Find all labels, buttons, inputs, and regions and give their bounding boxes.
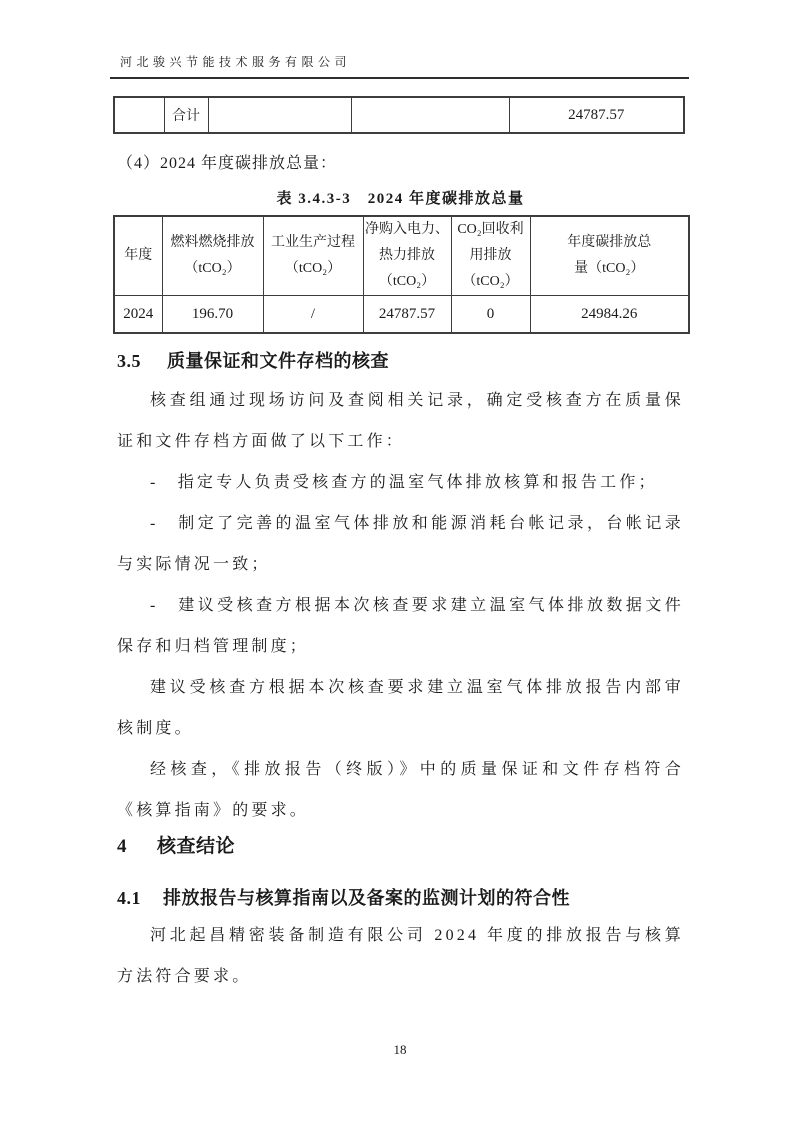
col-header-fuel-combustion: 燃料燃烧排放（tCO₂） bbox=[162, 216, 263, 296]
emissions-table-data-row bbox=[114, 296, 689, 334]
section-4-title: 核查结论 bbox=[157, 836, 236, 857]
section-4-1-heading bbox=[117, 885, 684, 911]
quality-paragraph: 核查组通过现场访问及查阅相关记录，确定受核查方在质量保证和文件存档方面做了以下工作： bbox=[117, 392, 684, 450]
quality-bullet-1: - 指定专人负责受核查方的温室气体排放核算和报告工作； bbox=[150, 474, 658, 491]
cell-industrial-process: / bbox=[263, 296, 363, 334]
emissions-table-header-row bbox=[114, 216, 689, 296]
document-header bbox=[110, 54, 689, 79]
summary-table-row bbox=[114, 97, 684, 133]
company-name: 河北骏兴节能技术服务有限公司 bbox=[120, 55, 352, 69]
cell-year: 2024 bbox=[114, 296, 162, 334]
col-header-industrial-process: 工业生产过程（tCO₂） bbox=[263, 216, 363, 296]
emissions-table bbox=[113, 215, 690, 334]
cell-fuel-combustion: 196.70 bbox=[162, 296, 263, 334]
col-header-annual-total: 年度碳排放总量（tCO₂） bbox=[530, 216, 689, 296]
quality-paragraph-conclusion: 经核查，《排放报告（终版）》中的质量保证和文件存档符合《核算指南》的要求。 bbox=[117, 761, 684, 819]
summary-cell-blank-1 bbox=[114, 97, 164, 133]
cell-purchased-electricity-heat: 24787.57 bbox=[363, 296, 451, 334]
page-number: 18 bbox=[393, 1042, 407, 1057]
col-header-year: 年度 bbox=[114, 216, 162, 296]
cell-co2-recovery: 0 bbox=[451, 296, 530, 334]
col-header-purchased-electricity-heat: 净购入电力、热力排放（tCO₂） bbox=[363, 216, 451, 296]
section-4-heading bbox=[117, 833, 684, 861]
section-4-number: 4 bbox=[117, 836, 127, 857]
col-header-co2-recovery: CO₂回收利用排放（tCO₂） bbox=[451, 216, 530, 296]
cell-annual-total: 24984.26 bbox=[530, 296, 689, 334]
section-3-5-number: 3.5 bbox=[117, 351, 141, 371]
summary-table bbox=[113, 96, 685, 134]
summary-cell-blank-3 bbox=[351, 97, 509, 133]
compliance-paragraph: 河北起昌精密装备制造有限公司 2024 年度的排放报告与核算方法符合要求。 bbox=[117, 927, 684, 985]
summary-cell-total-label: 合计 bbox=[164, 97, 208, 133]
summary-cell-total-value: 24787.57 bbox=[509, 97, 684, 133]
list-item-heading: （4）2024 年度碳排放总量： bbox=[117, 155, 338, 172]
section-4-1-title: 排放报告与核算指南以及备案的监测计划的符合性 bbox=[163, 888, 570, 908]
quality-bullet-2: - 制定了完善的温室气体排放和能源消耗台帐记录，台帐记录与实际情况一致； bbox=[117, 515, 684, 573]
quality-paragraph-recommendation: 建议受核查方根据本次核查要求建立温室气体排放报告内部审核制度。 bbox=[117, 679, 684, 737]
section-4-1-number: 4.1 bbox=[117, 888, 141, 908]
summary-cell-blank-2 bbox=[208, 97, 351, 133]
emissions-table-caption: 表 3.4.3-3 2024 年度碳排放总量 bbox=[276, 191, 525, 207]
section-3-5-heading bbox=[117, 348, 684, 374]
section-3-5-title: 质量保证和文件存档的核查 bbox=[167, 351, 389, 371]
quality-bullet-3: - 建议受核查方根据本次核查要求建立温室气体排放数据文件保存和归档管理制度； bbox=[117, 597, 684, 655]
